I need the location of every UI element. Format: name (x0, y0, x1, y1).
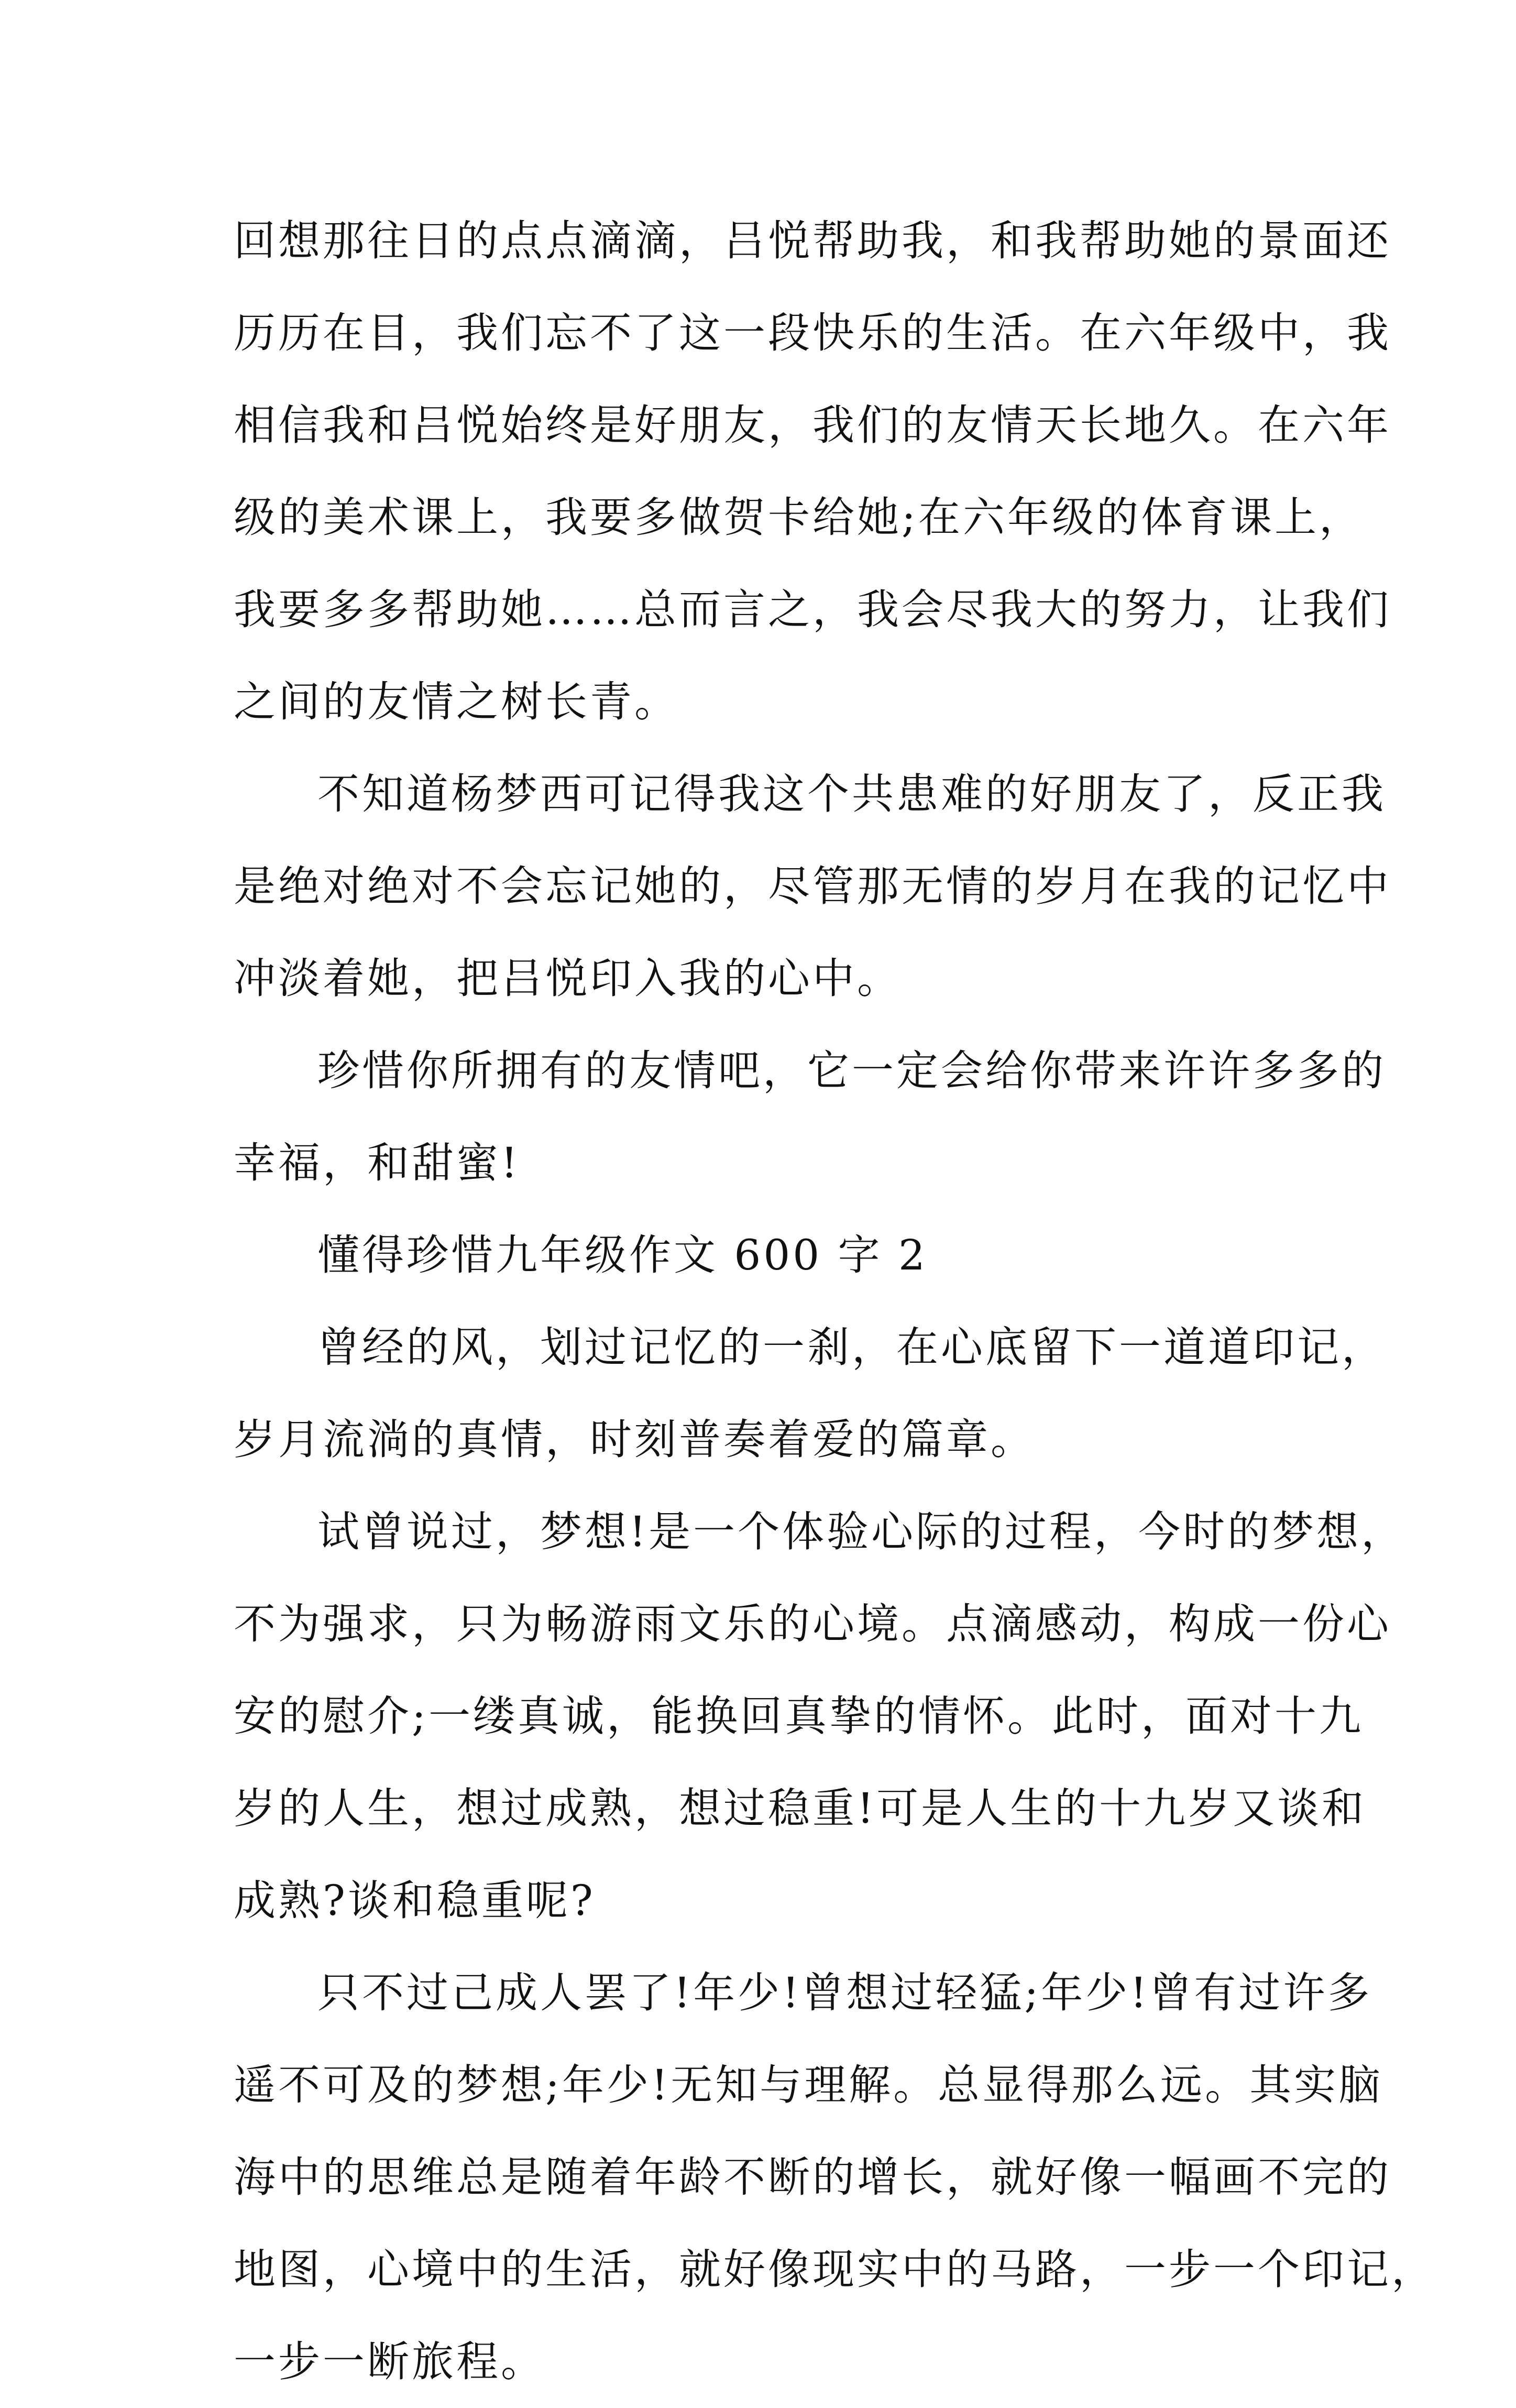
text-line: 遥不可及的梦想;年少!无知与理解。总显得那么远。其实脑 (234, 2061, 1383, 2109)
text-line: 成熟?谈和稳重呢? (234, 1876, 596, 1925)
text-line: 历历在目，我们忘不了这一段快乐的生活。在六年级中，我 (234, 309, 1391, 357)
text-line: 我要多多帮助她……总而言之，我会尽我大的努力，让我们 (234, 585, 1391, 634)
paragraph-first-line: 珍惜你所拥有的友情吧，它一定会给你带来许许多多的 (317, 1046, 1386, 1095)
paragraph-first-line: 不知道杨梦西可记得我这个共患难的好朋友了，反正我 (317, 770, 1386, 818)
text-line: 岁的人生，想过成熟，想过稳重!可是人生的十九岁又谈和 (234, 1784, 1367, 1833)
section-heading: 懂得珍惜九年级作文 600 字 2 (317, 1231, 928, 1279)
text-line: 级的美术课上，我要多做贺卡给她;在六年级的体育课上， (234, 493, 1364, 542)
text-line: 是绝对绝对不会忘记她的，尽管那无情的岁月在我的记忆中 (234, 862, 1391, 911)
text-line: 地图，心境中的生活，就好像现实中的马路，一步一个印记， (234, 2245, 1436, 2294)
text-line: 幸福，和甜蜜! (234, 1139, 521, 1187)
text-line: 安的慰介;一缕真诚，能换回真挚的情怀。此时，面对十九 (234, 1692, 1364, 1741)
text-line: 不为强求，只为畅游雨文乐的心境。点滴感动，构成一份心 (234, 1600, 1391, 1648)
paragraph-first-line: 试曾说过，梦想!是一个体验心际的过程，今时的梦想， (317, 1507, 1406, 1556)
text-line: 冲淡着她，把吕悦印入我的心中。 (234, 954, 902, 1003)
text-line: 相信我和吕悦始终是好朋友，我们的友情天长地久。在六年 (234, 401, 1391, 450)
text-line: 之间的友情之树长青。 (234, 677, 679, 726)
text-line: 一步一断旅程。 (234, 2337, 545, 2386)
paragraph-first-line: 只不过己成人罢了!年少!曾想过轻猛;年少!曾有过许多 (317, 1968, 1372, 2017)
paragraph-first-line: 曾经的风，划过记忆的一刹，在心底留下一道道印记， (317, 1323, 1386, 1372)
text-line: 海中的思维总是随着年龄不断的增长，就好像一幅画不完的 (234, 2153, 1391, 2202)
text-line: 岁月流淌的真情，时刻普奏着爱的篇章。 (234, 1415, 1035, 1464)
document-body (234, 195, 1436, 2408)
text-line: 回想那往日的点点滴滴，吕悦帮助我，和我帮助她的景面还 (234, 216, 1391, 265)
